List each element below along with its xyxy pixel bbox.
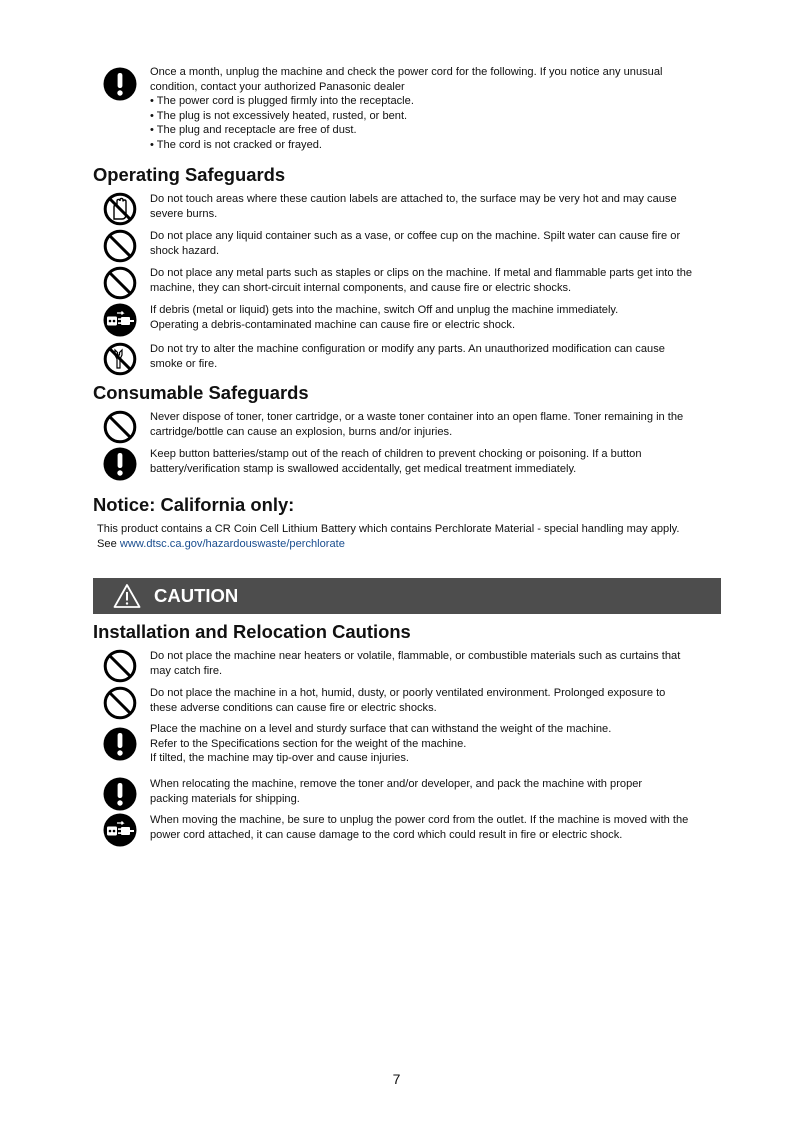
warning-triangle-icon xyxy=(113,583,141,609)
do-not-touch-icon xyxy=(103,192,137,226)
see-label: See xyxy=(97,538,117,550)
text-line: When relocating the machine, remove the toner and/or developer, and pack the machine with proper xyxy=(150,778,643,790)
prohibited-icon xyxy=(103,266,137,300)
caution-label: CAUTION xyxy=(154,585,239,606)
text-line: these adverse conditions can cause fire or electric shocks. xyxy=(150,701,437,714)
bullet-item: • The plug is not excessively heated, rusted, or bent. xyxy=(150,109,408,122)
text-line: Keep button batteries/stamp out of the reach of children to prevent chocking or poisoning. If a button xyxy=(150,448,642,460)
unplug-icon xyxy=(103,303,137,337)
text-line: Never dispose of toner, toner cartridge, or a waste toner container into an open flame. Toner remaining in the xyxy=(150,411,684,423)
text-line: Place the machine on a level and sturdy surface that can withstand the weight of the machine. xyxy=(150,723,612,735)
text-line: condition, contact your authorized Panasonic dealer xyxy=(150,80,405,93)
bullet-item: • The plug and receptacle are free of dust. xyxy=(150,124,357,137)
installation-cautions-heading: Installation and Relocation Cautions xyxy=(93,621,411,642)
text-line: Do not touch areas where these caution labels are attached to, the surface may be very hot and may cause xyxy=(150,193,677,205)
mandatory-action-icon xyxy=(103,447,137,481)
text-line: Do not place the machine near heaters or volatile, flammable, or combustible materials such as curtains that xyxy=(150,650,681,662)
text-line: machine, they can short-circuit internal components, and cause fire or electric shocks. xyxy=(150,281,572,294)
text-line: smoke or fire. xyxy=(150,357,218,370)
text-line: severe burns. xyxy=(150,207,218,220)
text-line: Refer to the Specifications section for the weight of the machine. xyxy=(150,737,467,750)
california-notice-heading: Notice: California only: xyxy=(93,494,295,515)
mandatory-action-icon xyxy=(103,727,137,761)
text-line: shock hazard. xyxy=(150,244,220,257)
text-line: If tilted, the machine may tip-over and cause injuries. xyxy=(150,752,409,765)
page-number: 7 xyxy=(392,1071,401,1087)
prohibited-icon xyxy=(103,229,137,263)
text-line: When moving the machine, be sure to unplug the power cord from the outlet. If the machine is moved with the xyxy=(150,814,689,826)
notice-line: This product contains a CR Coin Cell Lithium Battery which contains Perchlorate Material - special handling may apply. xyxy=(97,523,680,535)
text-line: Operating a debris-contaminated machine can cause fire or electric shock. xyxy=(150,318,516,331)
text-line: If debris (metal or liquid) gets into the machine, switch Off and unplug the machine immediately. xyxy=(150,304,619,316)
bullet-item: • The power cord is plugged firmly into the receptacle. xyxy=(150,95,414,108)
mandatory-action-icon xyxy=(103,777,137,811)
notice-text xyxy=(150,65,735,153)
text-line: Do not place the machine in a hot, humid, dusty, or poorly ventilated environment. Prolonged exposure to xyxy=(150,687,666,699)
prohibited-icon xyxy=(103,649,137,683)
unplug-icon xyxy=(103,813,137,847)
california-notice-text xyxy=(97,522,737,552)
text-line: Once a month, unplug the machine and check the power cord for the following. If you notice any unusual xyxy=(150,66,663,78)
text-line: Do not place any liquid container such as a vase, or coffee cup on the machine. Spilt water can cause fire or xyxy=(150,230,681,242)
mandatory-action-icon xyxy=(103,67,137,101)
text-line: Do not place any metal parts such as staples or clips on the machine. If metal and flammable parts get into the xyxy=(150,267,693,279)
text-line: power cord attached, it can cause damage to the cord which could result in fire or electric shock. xyxy=(150,828,623,841)
prohibited-icon xyxy=(103,686,137,720)
perchlorate-link[interactable]: www.dtsc.ca.gov/hazardouswaste/perchlorate xyxy=(119,538,345,550)
operating-safeguards-heading: Operating Safeguards xyxy=(93,164,286,185)
text-line: battery/verification stamp is swallowed accidentally, get medical treatment immediately. xyxy=(150,462,577,475)
text-line: packing materials for shipping. xyxy=(150,792,300,805)
bullet-item: • The cord is not cracked or frayed. xyxy=(150,138,323,151)
notice-line xyxy=(97,537,737,552)
text-line: cartridge/bottle can cause an explosion, burns and/or injuries. xyxy=(150,425,453,438)
text-line: Do not try to alter the machine configuration or modify any parts. An unauthorized modification can cause xyxy=(150,343,665,355)
do-not-disassemble-icon xyxy=(103,342,137,376)
prohibited-icon xyxy=(103,410,137,444)
consumable-safeguards-heading: Consumable Safeguards xyxy=(93,382,309,403)
text-line: may catch fire. xyxy=(150,664,223,677)
caution-banner xyxy=(93,578,721,614)
